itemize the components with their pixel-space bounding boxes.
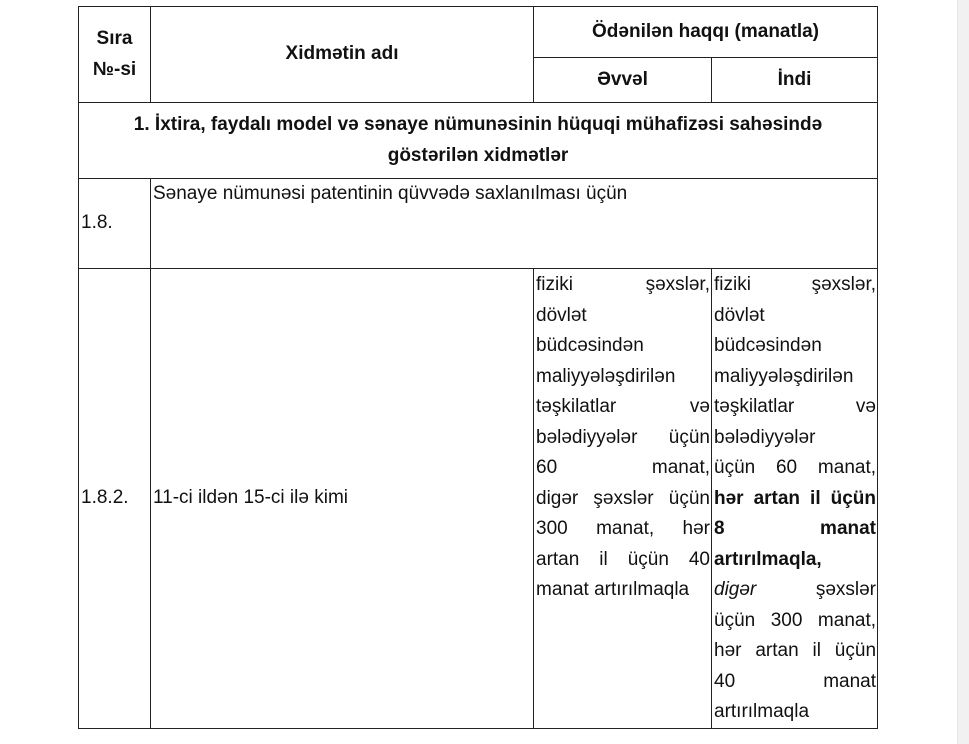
header-now: İndi	[712, 58, 878, 103]
row-1-8-number: 1.8.	[79, 179, 151, 269]
before-line: fiziki şəxslər,	[536, 274, 710, 295]
now-line-rest: şəxslər	[815, 579, 877, 600]
header-sira-line1: Sıra	[96, 28, 133, 49]
before-line: dövlət	[536, 304, 587, 326]
row-1-8-name: Sənaye nümunəsi patentinin qüvvədə saxlanılması üçün	[151, 179, 878, 269]
now-line: hər artan il üçün	[714, 640, 877, 661]
before-line: manat artırılmaqla	[536, 579, 690, 600]
row-1-8-2-now-fee	[712, 269, 878, 729]
fee-table	[78, 6, 878, 729]
section-title-line1: 1. İxtira, faydalı model və sənaye nümunəsinin hüquqi mühafizəsi sahəsində	[133, 114, 823, 135]
now-line: fiziki şəxslər,	[714, 274, 877, 295]
section-title-line2: göstərilən xidmətlər	[387, 144, 569, 166]
row-1-8-2-name: 11-ci ildən 15-ci ilə kimi	[151, 269, 534, 729]
now-line: üçün 300 manat,	[714, 609, 877, 631]
now-line: büdcəsindən	[714, 335, 822, 356]
now-line: artırılmaqla,	[714, 548, 822, 570]
before-line: 300 manat, hər	[536, 518, 710, 539]
now-line: 40 manat	[714, 670, 877, 692]
now-line: dövlət	[714, 304, 765, 326]
now-line	[714, 575, 876, 606]
before-line: büdcəsindən	[536, 335, 644, 356]
before-line: 60 manat,	[536, 457, 710, 478]
section-title	[79, 103, 878, 179]
now-line: 8 manat	[714, 518, 877, 539]
now-line: bələdiyyələr	[714, 426, 816, 448]
before-line: artan il üçün 40	[536, 548, 710, 570]
now-line: üçün 60 manat,	[714, 457, 877, 478]
before-line: bələdiyyələr üçün	[536, 426, 710, 448]
now-line: təşkilatlar və	[714, 396, 877, 417]
header-fee-group: Ödənilən haqqı (manatla)	[534, 7, 878, 58]
header-before: Əvvəl	[534, 58, 712, 103]
row-1-8-2-before-fee	[534, 269, 712, 729]
header-service-name: Xidmətin adı	[151, 7, 534, 103]
now-line: artırılmaqla	[714, 701, 810, 722]
now-line: maliyyələşdirilən	[714, 365, 854, 387]
before-line: digər şəxslər üçün	[536, 487, 710, 509]
now-line-italic: digər	[714, 579, 757, 600]
before-line: təşkilatlar və	[536, 396, 710, 417]
header-sira-line2: №-si	[92, 58, 137, 80]
scrollbar-track[interactable]	[957, 0, 969, 744]
row-1-8-2-number: 1.8.2.	[79, 269, 151, 729]
header-sira	[79, 7, 151, 103]
before-line: maliyyələşdirilən	[536, 365, 676, 387]
now-line: hər artan il üçün	[714, 487, 877, 509]
